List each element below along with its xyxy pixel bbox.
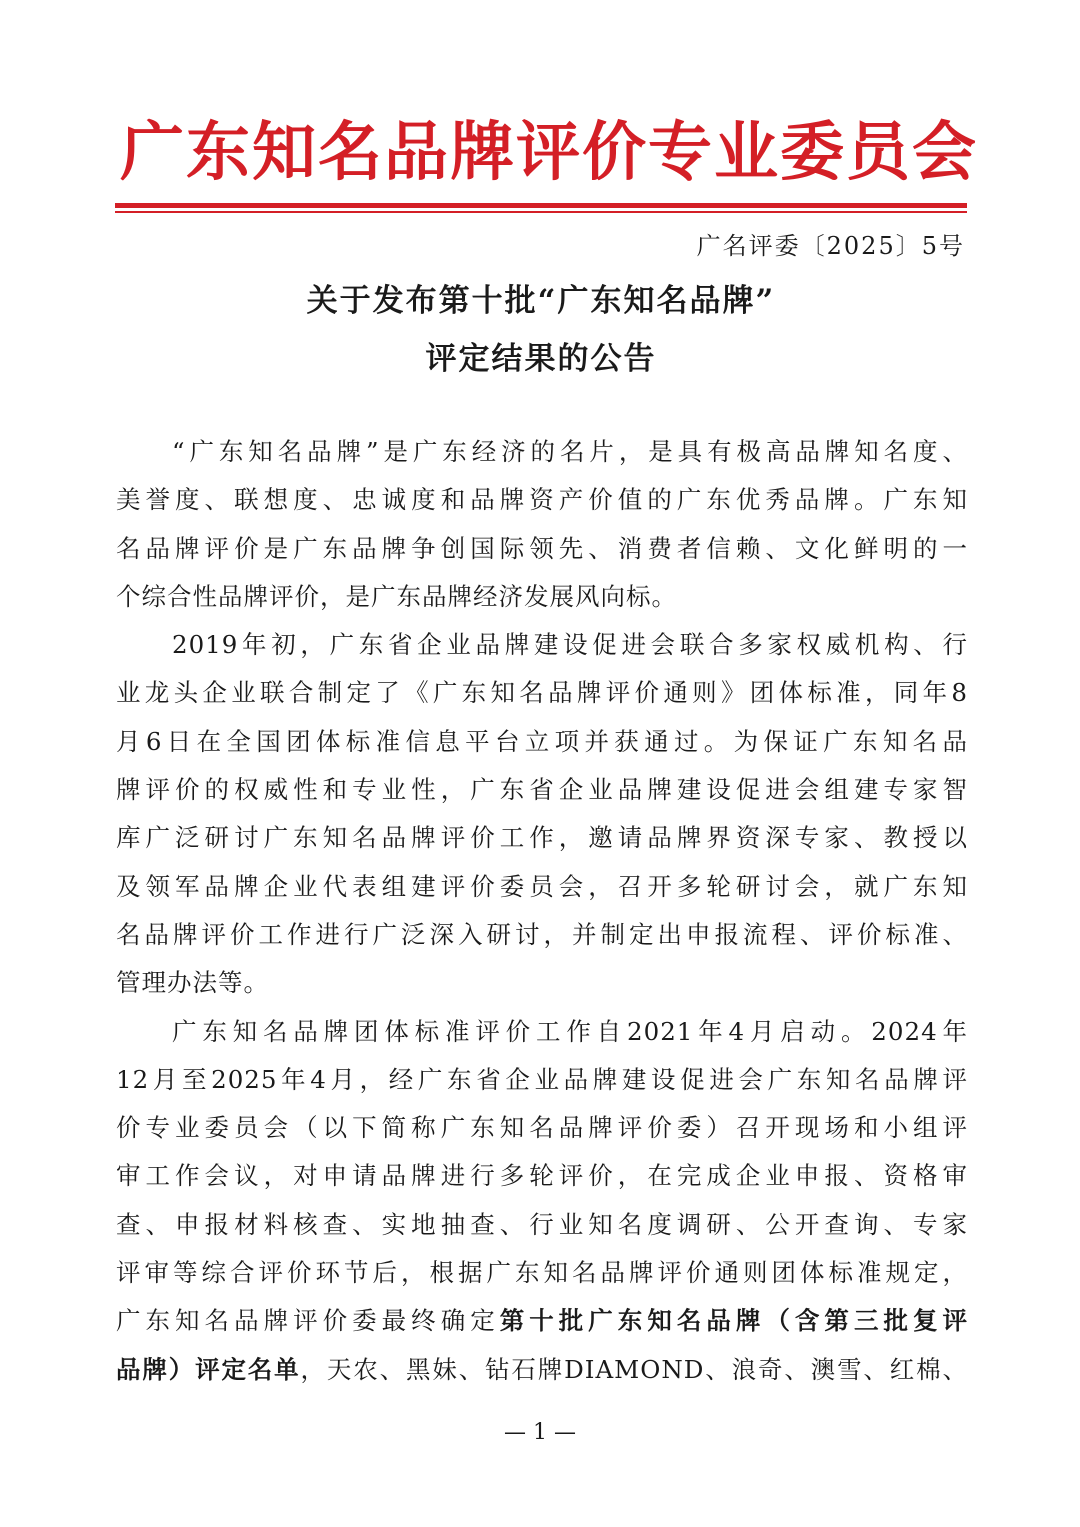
header-red-rule-thin — [115, 211, 967, 213]
body-text — [116, 428, 968, 1394]
body-line-mixed — [116, 1297, 968, 1345]
body-line: 广东知名品牌团体标准评价工作自2021年4月启动。2024年 — [172, 1016, 968, 1046]
organization-header: 广东知名品牌评价专业委员会 — [120, 115, 978, 190]
body-line: 及领军品牌企业代表组建评价委员会，召开多轮研讨会，就广东知 — [116, 871, 968, 901]
body-line-20-bold: 品牌）评定名单 — [116, 1354, 301, 1384]
body-line: 12月至2025年4月，经广东省企业品牌建设促进会广东知名品牌评 — [116, 1064, 968, 1094]
body-line-mixed — [116, 1346, 968, 1394]
body-line: “广东知名品牌”是广东经济的名片，是具有极高品牌知名度、 — [172, 437, 968, 466]
body-line: 名品牌评价工作进行广泛深入研讨，并制定出申报流程、评价标准、 — [116, 919, 968, 949]
body-line-19-bold: 第十批广东知名品牌（含第三批复评 — [499, 1306, 968, 1336]
body-line: 名品牌评价是广东品牌争创国际领先、消费者信赖、文化鲜明的一 — [116, 533, 968, 563]
document-number: 广名评委〔2025〕5号 — [696, 232, 965, 260]
body-line-20-rest: ，天农、黑妹、钻石牌DIAMOND、浪奇、澳雪、红棉、 — [300, 1354, 968, 1384]
document-title-line-1: 关于发布第十批“广东知名品牌” — [306, 283, 776, 319]
body-line: 价专业委员会（以下简称广东知名品牌评价委）召开现场和小组评 — [116, 1113, 968, 1143]
document-title-line-2: 评定结果的公告 — [425, 341, 657, 377]
body-line: 业龙头企业联合制定了《广东知名品牌评价通则》团体标准，同年8 — [116, 678, 968, 708]
page-number: — 1 — — [504, 1420, 576, 1445]
body-line: 库广泛研讨广东知名品牌评价工作，邀请品牌界资深专家、教授以 — [116, 823, 968, 853]
header-red-rule-thick — [115, 203, 967, 208]
body-line: 牌评价的权威性和专业性，广东省企业品牌建设促进会组建专家智 — [116, 775, 968, 805]
body-line: 审工作会议，对申请品牌进行多轮评价，在完成企业申报、资格审 — [116, 1161, 968, 1191]
body-line: 评审等综合评价环节后，根据广东知名品牌评价通则团体标准规定， — [116, 1258, 968, 1288]
body-line: 管理办法等。 — [116, 968, 269, 998]
body-line: 个综合性品牌评价，是广东品牌经济发展风向标。 — [116, 581, 677, 611]
body-line: 月6日在全国团体标准信息平台立项并获通过。为保证广东知名品 — [116, 726, 968, 756]
body-line: 查、申报材料核查、实地抽查、行业知名度调研、公开查询、专家 — [116, 1209, 968, 1239]
body-line: 美誉度、联想度、忠诚度和品牌资产价值的广东优秀品牌。广东知 — [116, 485, 968, 515]
body-line: 2019年初，广东省企业品牌建设促进会联合多家权威机构、行 — [172, 630, 968, 660]
body-line-19-prefix: 广东知名品牌评价委最终确定 — [116, 1306, 500, 1336]
